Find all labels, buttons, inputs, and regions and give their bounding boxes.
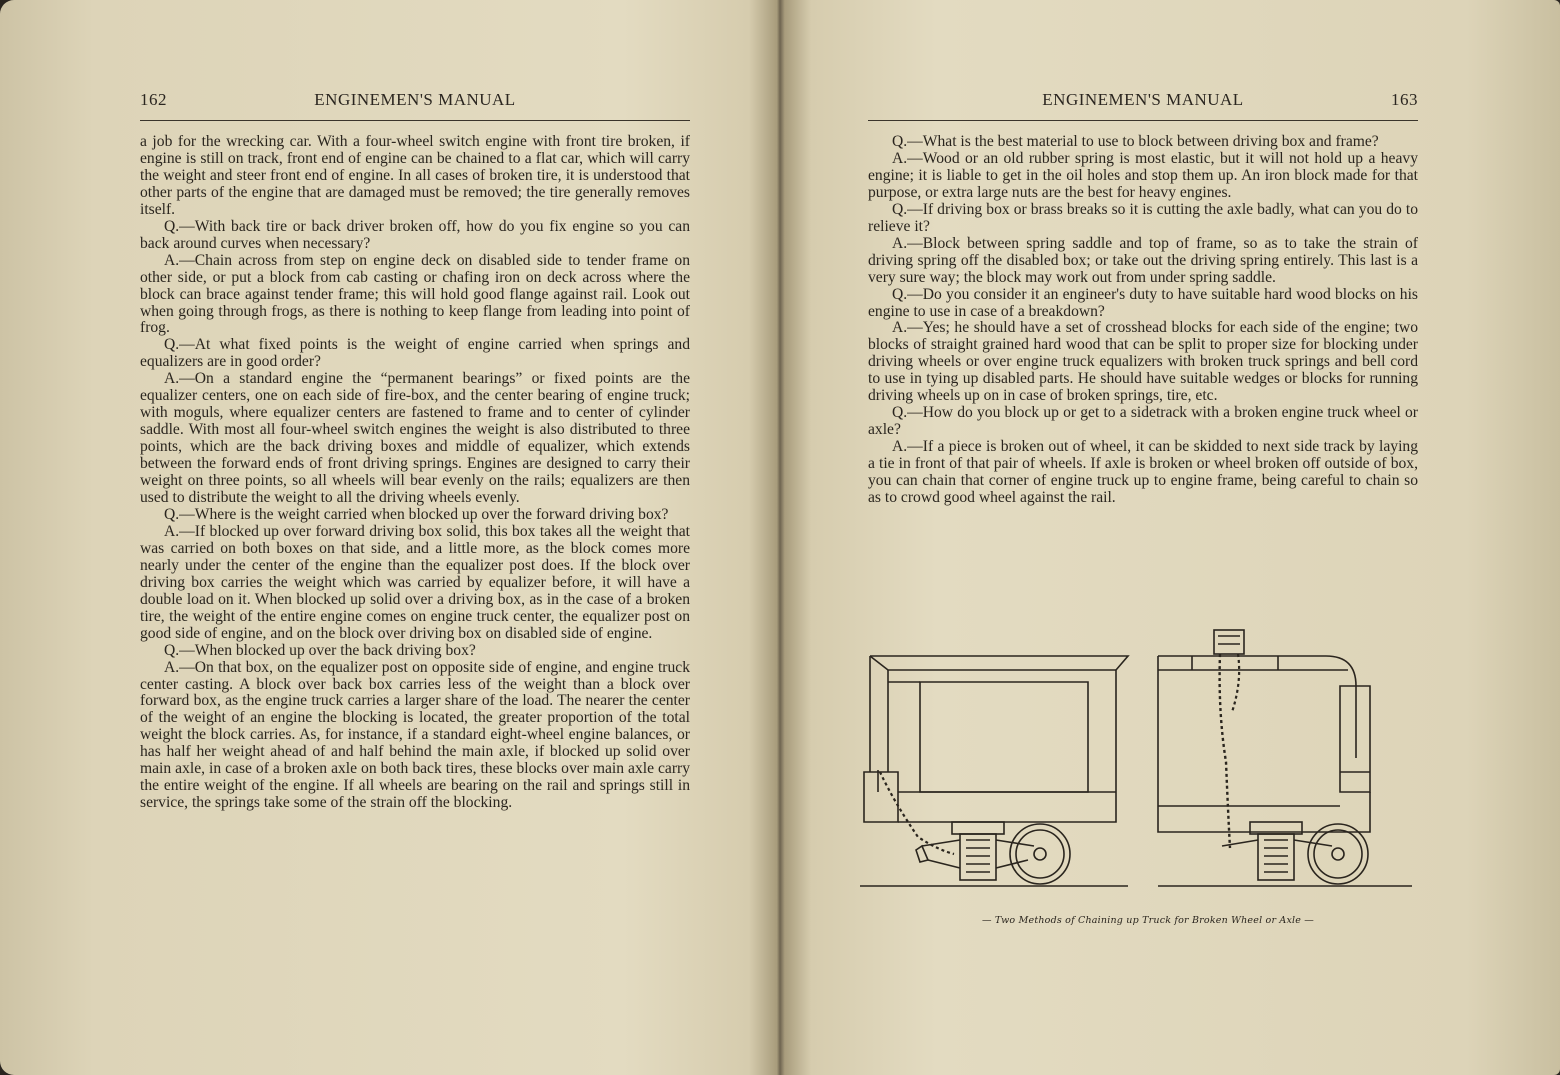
question: Q.—When blocked up over the back driving box? bbox=[164, 641, 476, 659]
answer: A.—If a piece is broken out of wheel, it can be skidded to next side track by laying a tie in front of that pair of wheels. If axle is broken or wheel broken off outside of box, you can chain that corner of engine truck up to engine frame, being careful to chain so as to crowd good wheel against the rail. bbox=[868, 438, 1418, 507]
answer: A.—Block between spring saddle and top of frame, so as to take the strain of driving spring off the disabled box; or take out the driving spring entirely. This last is a very sure way; the block may work out from under spring saddle. bbox=[868, 234, 1418, 286]
running-head-right bbox=[868, 90, 1418, 114]
answer: A.—Chain across from step on engine deck on disabled side to tender frame on other side, or put a block from cab casting or chafing iron on deck across where the block can brace against tender frame; this will hold good flange against rail. Look out when going through frogs, as there is nothing to keep flange from leading into point of frog. bbox=[140, 251, 690, 337]
page-number-right: 163 bbox=[1391, 90, 1418, 109]
answer: A.—If blocked up over forward driving box solid, this box takes all the weight that was carried on both boxes on that side, and a little more, as the block comes more nearly under the center of the engine than the equalizer post does. If the block over driving box carries the weight which was carried by equalizer before, it will have a double load on it. When blocked up solid over a driving box, as in the case of a broken tire, the weight of the entire engine comes on engine truck center, the equalizer post on good side of engine, and on the block over driving box on disabled side of engine. bbox=[140, 522, 690, 642]
answer: A.—Wood or an old rubber spring is most elastic, but it will not hold up a heavy engine; it is liable to get in the oil holes and stop them up. An iron block made for that purpose, or extra large nuts are the best for heavy engines. bbox=[868, 149, 1418, 201]
question: Q.—With back tire or back driver broken off, how do you fix engine so you can back around curves when necessary? bbox=[140, 217, 690, 252]
running-title-left: ENGINEMEN'S MANUAL bbox=[314, 90, 516, 109]
question: Q.—If driving box or brass breaks so it is cutting the axle badly, what can you do to relieve it? bbox=[868, 200, 1418, 235]
answer: A.—On that box, on the equalizer post on opposite side of engine, and engine truck center casting. A block over back box carries less of the weight than a block over forward box, as the engine truck carries a larger share of the load. The nearer the center of the weight of an engine the blocking is located, the greater proportion of the total weight the block carries. As, for instance, if a standard eight-wheel engine balances, or has half her weight ahead of and half behind the main axle, if blocked up solid over main axle, in case of a broken axle on both back tires, these blocks over main axle carry the entire weight of the engine. If all wheels are bearing on the rail and springs still in service, the springs take some of the strain off the blocking. bbox=[140, 658, 690, 812]
figure-caption: — Two Methods of Chaining up Truck for Broken Wheel or Axle — bbox=[981, 915, 1315, 926]
question: Q.—Do you consider it an engineer's duty to have suitable hard wood blocks on his engine to use in case of a breakdown? bbox=[868, 285, 1418, 320]
body-text-right bbox=[868, 134, 1418, 507]
header-rule-right bbox=[868, 120, 1418, 121]
truck-chaining-illustration bbox=[858, 622, 1418, 902]
question: Q.—How do you block up or get to a sidetrack with a broken engine truck wheel or axle? bbox=[868, 404, 1418, 439]
running-title-right: ENGINEMEN'S MANUAL bbox=[1042, 90, 1244, 109]
page-number-left: 162 bbox=[140, 90, 167, 109]
answer: A.—On a standard engine the “permanent bearings” or fixed points are the equalizer centers, one on each side of fire-box, and the center bearing of engine truck; with moguls, where equalizer centers are fastened to frame and to center of cylinder saddle. With most all four-wheel switch engines the weight is also distributed to three points, which are the back driving boxes and middle of equalizer, which extends between the forward ends of front driving springs. Engines are designed to carry their weight on three points, so all wheels will bear evenly on the rails; equalizers are then used to distribute the weight to all the driving wheels evenly. bbox=[140, 370, 690, 507]
paragraph: a job for the wrecking car. With a four-wheel switch engine with front tire broken, if engine is still on track, front end of engine can be chained to a flat car, which will carry the weight and steer front end of engine. In all cases of broken tire, it is understood that other parts of the engine that are damaged must be removed; the tire generally removes itself. bbox=[140, 133, 690, 218]
question: Q.—Where is the weight carried when blocked up over the forward driving box? bbox=[164, 505, 669, 523]
answer: A.—Yes; he should have a set of crosshead blocks for each side of the engine; two blocks of straight grained hard wood that can be split to proper size for blocking under driving wheels or over engine truck equalizers with broken truck springs and bell cord to use in tying up disabled parts. He should have suitable wedges or blocks for running driving wheels up on in case of broken springs, tire, etc. bbox=[868, 319, 1418, 405]
question: Q.—What is the best material to use to block between driving box and frame? bbox=[892, 133, 1379, 150]
question: Q.—At what fixed points is the weight of engine carried when springs and equalizers are in good order? bbox=[140, 336, 690, 371]
